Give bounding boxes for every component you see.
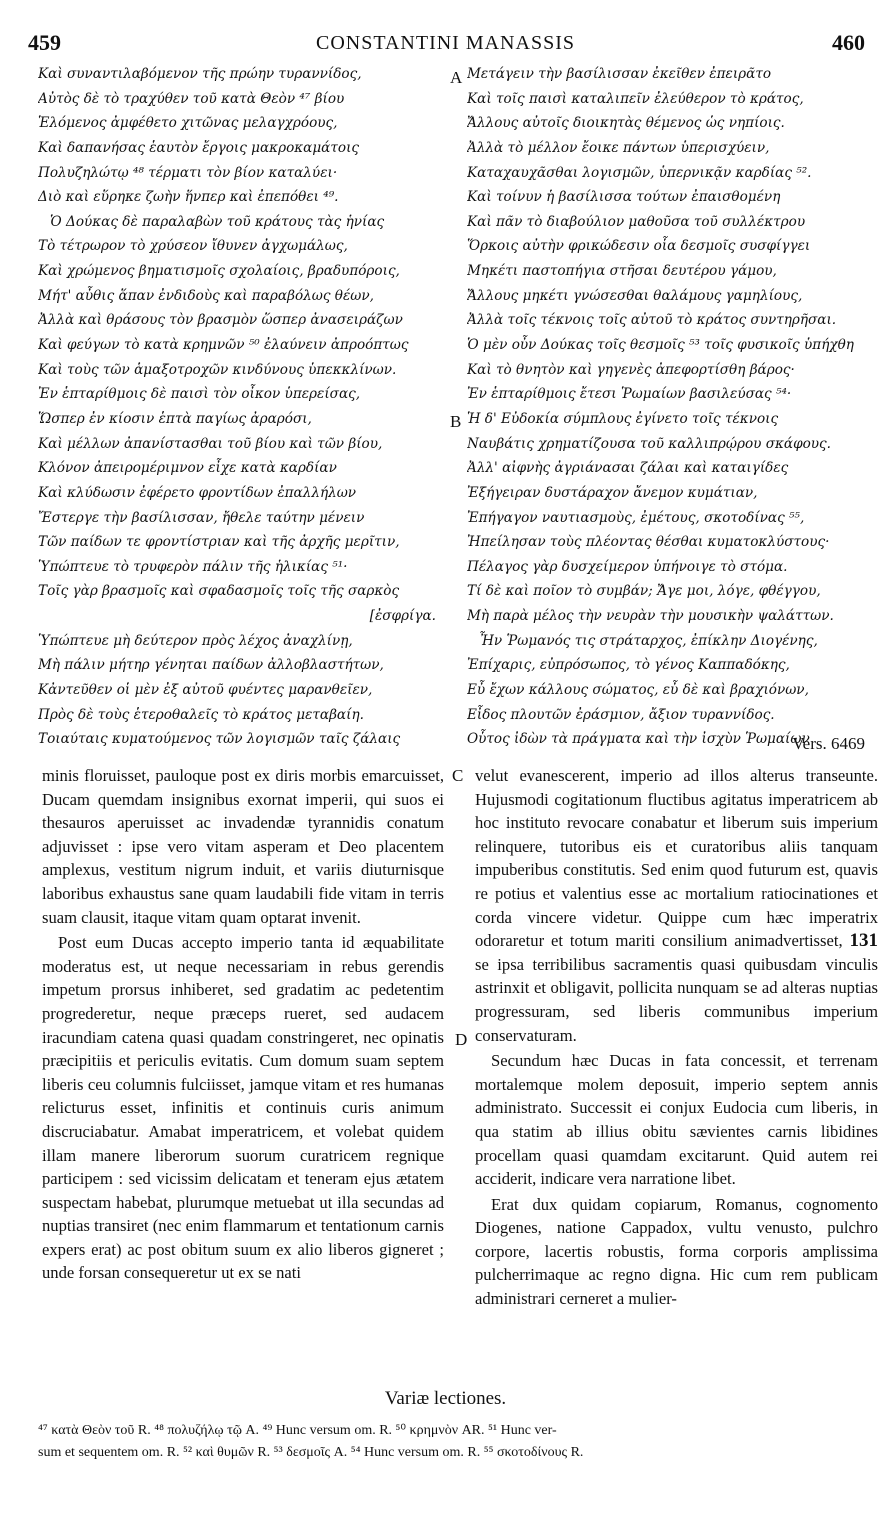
verse-line: Καὶ τὸ θνητὸν καὶ γηγενὲς ἀπεφορτίσθη βάρος· [467,361,795,378]
latin-paragraph [475,764,878,1047]
verse-line: Εἶδος πλουτῶν ἐράσμιον, ἄξιον τυραννίδος. [467,706,775,723]
verse-line: Ἄλλους μηκέτι γνώσεσθαι θαλάμους γαμηλίους, [467,287,803,304]
verse-line: Ὑπώπτευε τὸ τρυφερὸν πάλιν τῆς ἡλικίας ⁵¹· [38,558,348,575]
verse-line: Ἀλλὰ τοῖς τέκνοις τοῖς αὐτοῦ τὸ κράτος συντηρῆσαι. [467,312,837,329]
variae-lectiones-heading: Variæ lectiones. [384,1388,507,1409]
verse-line: Ὁ Δούκας δὲ παραλαβὼν τοῦ κράτους τὰς ἡνίας [50,213,385,230]
verse-line: Καὶ πᾶν τὸ διαβούλιον μαθοῦσα τοῦ συλλέκτρου [467,213,806,230]
page-number-right: 460 [832,30,865,55]
verse-line: Καὶ τοῖς παισὶ καταλιπεῖν ἐλεύθερον τὸ κράτος, [467,90,804,107]
verse-line: Τί δὲ καὶ ποῖον τὸ συμβάν; Ἄγε μοι, λόγε, φθέγγου, [467,583,821,600]
verse-line: Ἑλόμενος ἀμφέθετο χιτῶνας μελαγχρόους, [38,115,338,132]
latin-paragraph: Post eum Ducas accepto imperio tanta id æquabilitate moderatus est, ut neque necessariam in rebus gerendis impetum prorsus inhiberet, sed gradatim ac pedetentim progrederetur, neque præceps rueret, sed audacem iracundiam catena quasi quadam constringeret, nec opinatis præcipitiis et periculis evitatis. Cum domum suam septem liberis ceu columnis fulciisset, jamque vitam et res humanas relicturus esset, infinitis et continuis curis animum discruciabatur. Amabat imperatricem, et volebat quidem illam manere liberorum suorum curatricem regnique participem : sed vicissim delicatam et teneram ejus ætatem suspectam habebat, plurumque metuebat ut illa secundas ad nuptias transiret (nec enim flammarum et tentationum carnis expers erat) ac post obitum suum ex alio liberos gigneret ; unde forsan consequeretur ut ex se nati [42,933,444,1283]
verse-line: Κἀντεῦθεν οἱ μὲν ἐξ αὐτοῦ φυέντες μαρανθεῖεν, [38,682,373,699]
verse-line: Μετάγειν τὴν βασίλισσαν ἐκεῖθεν ἐπειρᾶτο [467,66,772,82]
verse-line: Τὸ τέτρωρον τὸ χρύσεον ἴθυνεν ἀγχωμάλως, [38,238,348,255]
page-number-left: 459 [28,30,61,55]
verse-number: Vers. 6469 [792,734,865,753]
verse-line: Κλόνον ἀπειρομέριμνον εἶχε κατὰ καρδίαν [38,460,337,477]
verse-line: Ἀλλὰ καὶ θράσους τὸν βρασμὸν ὥσπερ ἀνασειράζων [38,312,403,329]
margin-marker-b: B [450,412,462,431]
column-number: 131 [849,930,878,952]
verse-line: Ὑπώπτευε μὴ δεύτερον πρὸς λέχος ἀναχλίνῃ, [38,632,353,649]
verse-line: Αὐτὸς δὲ τὸ τραχύθεν τοῦ κατὰ Θεὸν ⁴⁷ βίου [38,90,345,107]
latin-text-left-column [42,764,444,1285]
verse-line: Διὸ καὶ εὕρηκε ζωὴν ἥνπερ καὶ ἐπεπόθει ⁴⁹. [38,189,339,206]
verse-line: Πρὸς δὲ τοὺς ἑτεροθαλεῖς τὸ κράτος μεταβαίη. [38,706,364,723]
verse-line: Ναυβάτις χρηματίζουσα τοῦ καλλιπρῴρου σκάφους. [467,435,831,452]
verse-line: Ἠπείλησαν τοὺς πλέοντας θέσθαι κυματοκλύστους· [467,534,830,551]
verse-line: Ἐπίχαρις, εὐπρόσωπος, τὸ γένος Καππαδόκης, [467,657,790,674]
verse-line: Ἦν Ῥωμανός τις στράταρχος, ἐπίκλην Διογένης, [479,632,818,649]
verse-line: Καὶ δαπανήσας ἑαυτὸν ἔργοις μακροκαμάτοις [38,139,360,156]
greek-text-right-column [467,62,879,752]
latin-text: velut evanescerent, imperio ad illos alterus transeunte. Hujusmodi cogitationum fluctibus agitatus imperatricem ab hoc instituto revocare conabatur et liberum suis imperium relinquere, tutoribus eis et curatoribus aliis tanquam impuberibus constitutis. Sed enim quod futurum est, quavis re potius et valentius esse ac mortalium ratiocinationes et corda vincere videtur. Quippe cum hæc imperatrix odoraretur et totum mariti consilium animadvertisset, [475,766,878,951]
page-header [0,30,891,60]
verse-line: Καὶ κλύδωσιν ἐφέρετο φροντίδων ἐπαλλήλων [38,484,357,501]
verse-line: Καὶ τοὺς τῶν ἁμαξοτροχῶν κινδύνους ὑπεκκλίνων. [38,361,397,378]
note-line: ⁴⁷ κατὰ Θεὸν τοῦ R. ⁴⁸ πολυζήλῳ τῷ A. ⁴⁹ Hunc versum om. R. ⁵⁰ κρημνὸν AR. ⁵¹ Hunc ver- [38,1423,557,1438]
note-line: sum et sequentem om. R. ⁵² καὶ θυμῶν R. ⁵³ δεσμοῖς A. ⁵⁴ Hunc versum om. R. ⁵⁵ σκοτοδίνους R. [38,1445,584,1460]
verse-line: Καὶ χρώμενος βηματισμοῖς σχολαίοις, βραδυπόροις, [38,263,400,280]
verse-line: Καὶ τοίνυν ἡ βασίλισσα τούτων ἐπαισθομένη [467,189,781,206]
verse-line: Ἔστεργε τὴν βασίλισσαν, ἤθελε ταύτην μένειν [38,509,365,526]
verse-line: Μὴ πάλιν μήτηρ γένηται παίδων ἀλλοβλαστήτων, [38,657,384,674]
latin-paragraph: minis floruisset, pauloque post ex diris morbis emarcuisset, Ducam quemdam insignibus exornat imperii, qui suos ei thesauros aperuisset ac invadendæ tyrannidis conatum adjuvisset : ipse vero vitam asperam et Deo placentem amplexus, vestitum nigrum induit, et variis diuturnisque laboribus exhaustus sane quam laudabili fide vitam in terris suam clausit, itaque vitam quam optarat invenit. [42,766,444,927]
margin-marker-a: A [450,68,463,87]
verse-line: Ἀλλ' αἰφνὴς ἀγριάνασαι ζάλαι καὶ καταιγίδες [467,460,789,477]
verse-line: Μηκέτι παστοπήγια στῆσαι δευτέρου γάμου, [467,263,777,280]
verse-line: Ἐπήγαγον ναυτιασμοὺς, ἐμέτους, σκοτοδίνας ⁵⁵, [467,509,805,526]
margin-marker-d: D [455,1030,468,1049]
latin-text: se ipsa terribilibus sacramentis quasi quibusdam vinculis astrinxit et obligavit, pollicita nunquam se ad alteras nuptias progressuram, sed liberis communibus imperium conservaturam. [475,954,878,1045]
verse-line: Μὴ παρὰ μέλος τὴν νευρὰν τὴν μουσικὴν ψαλάττων. [467,608,834,625]
verse-line: Καὶ μέλλων ἀπανίστασθαι τοῦ βίου καὶ τῶν βίου, [38,435,383,452]
latin-text-right-column [475,764,878,1311]
verse-line: Οὗτος ἰδὼν τὰ πράγματα καὶ τὴν ἰσχὺν Ῥωμαίων [467,731,810,748]
verse-line: Ἐξήγειραν δυστάραχον ἄνεμον κυμάτιαν, [467,484,758,501]
latin-paragraph: Secundum hæc Ducas in fata concessit, et terrenam mortalemque molem deposuit, imperio septem annis administrato. Successit ei conjux Eudocia cum liberis, in qua statim ab illius obitu sævientes carnis libidines procellam quasi quamdam excitarunt. Quid autem rei acciderit, indicare vera narratione libet. [475,1051,878,1189]
verse-line: Ἡ δ' Εὐδοκία σύμπλους ἐγίνετο τοῖς τέκνοις [467,410,779,427]
verse-line: Ὥσπερ ἐν κίοσιν ἑπτὰ παγίως ἀραρόσι, [38,410,312,427]
verse-line: Καὶ φεύγων τὸ κατὰ κρημνῶν ⁵⁰ ἐλαύνειν ἀπροόπτως [38,337,409,354]
verse-line: Ἀλλὰ τὸ μέλλον ἔοικε πάντων ὑπερισχύειν, [467,139,770,156]
verse-line: Ὁ μὲν οὖν Δούκας τοῖς θεσμοῖς ⁵³ τοῖς φυσικοῖς ὑπήχθη [467,337,854,354]
verse-line: Ἐν ἑπταρίθμοις δὲ παισὶ τὸν οἶκον ὑπερείσας, [38,386,361,403]
verse-line: Ἄλλους αὐτοῖς διοικητὰς θέμενος ὡς νηπίοις. [467,115,785,132]
verse-line: Τοῖς γὰρ βρασμοῖς καὶ σφαδασμοῖς τοῖς τῆς σαρκὸς [38,583,400,600]
latin-paragraph: Erat dux quidam copiarum, Romanus, cognomento Diogenes, natione Cappadox, vultu venusto, pulchro corpore, lacertis robustis, forma corporis amplissima pulcherrimaque ac regno digna. Hic cum rem publicam administrari cerneret a mulier- [475,1194,878,1309]
running-title: CONSTANTINI MANASSIS [316,32,575,54]
verse-line: Μήτ' αὖθις ἅπαν ἐνδιδοὺς καὶ παραβόλως θέων, [38,287,374,304]
apparatus-notes [38,1420,878,1464]
verse-line: Καταχαυχᾶσθαι λογισμῶν, ὑπερνικᾷν καρδίας ⁵². [467,164,812,181]
verse-line: [ἐσφρίγα. [369,608,436,625]
verse-line: Πέλαγος γὰρ δυσχείμερον ὑπήνοιγε τὸ στόμα. [467,558,788,575]
verse-line: Ὅρκοις αὐτὴν φρικώδεσιν οἷα δεσμοῖς συσφίγγει [467,238,811,255]
verse-line: Εὖ ἔχων κάλλους σώματος, εὖ δὲ καὶ βραχιόνων, [467,682,809,699]
verse-line: Τῶν παίδων τε φροντίστριαν καὶ τῆς ἀρχῆς μερῖτιν, [38,534,400,551]
verse-line: Πολυζηλώτῳ ⁴⁸ τέρματι τὸν βίον καταλύει· [38,164,338,181]
verse-line: Τοιαύταις κυματούμενος τῶν λογισμῶν ταῖς ζάλαις [38,731,401,748]
greek-text-left-column [38,62,456,752]
verse-line: Ἐν ἑπταρίθμοις ἔτεσι Ῥωμαίων βασιλεύσας ⁵⁴· [467,386,792,403]
margin-marker-c: C [452,766,464,785]
verse-line: Καὶ συναντιλαβόμενον τῆς πρώην τυραννίδος, [38,66,362,82]
